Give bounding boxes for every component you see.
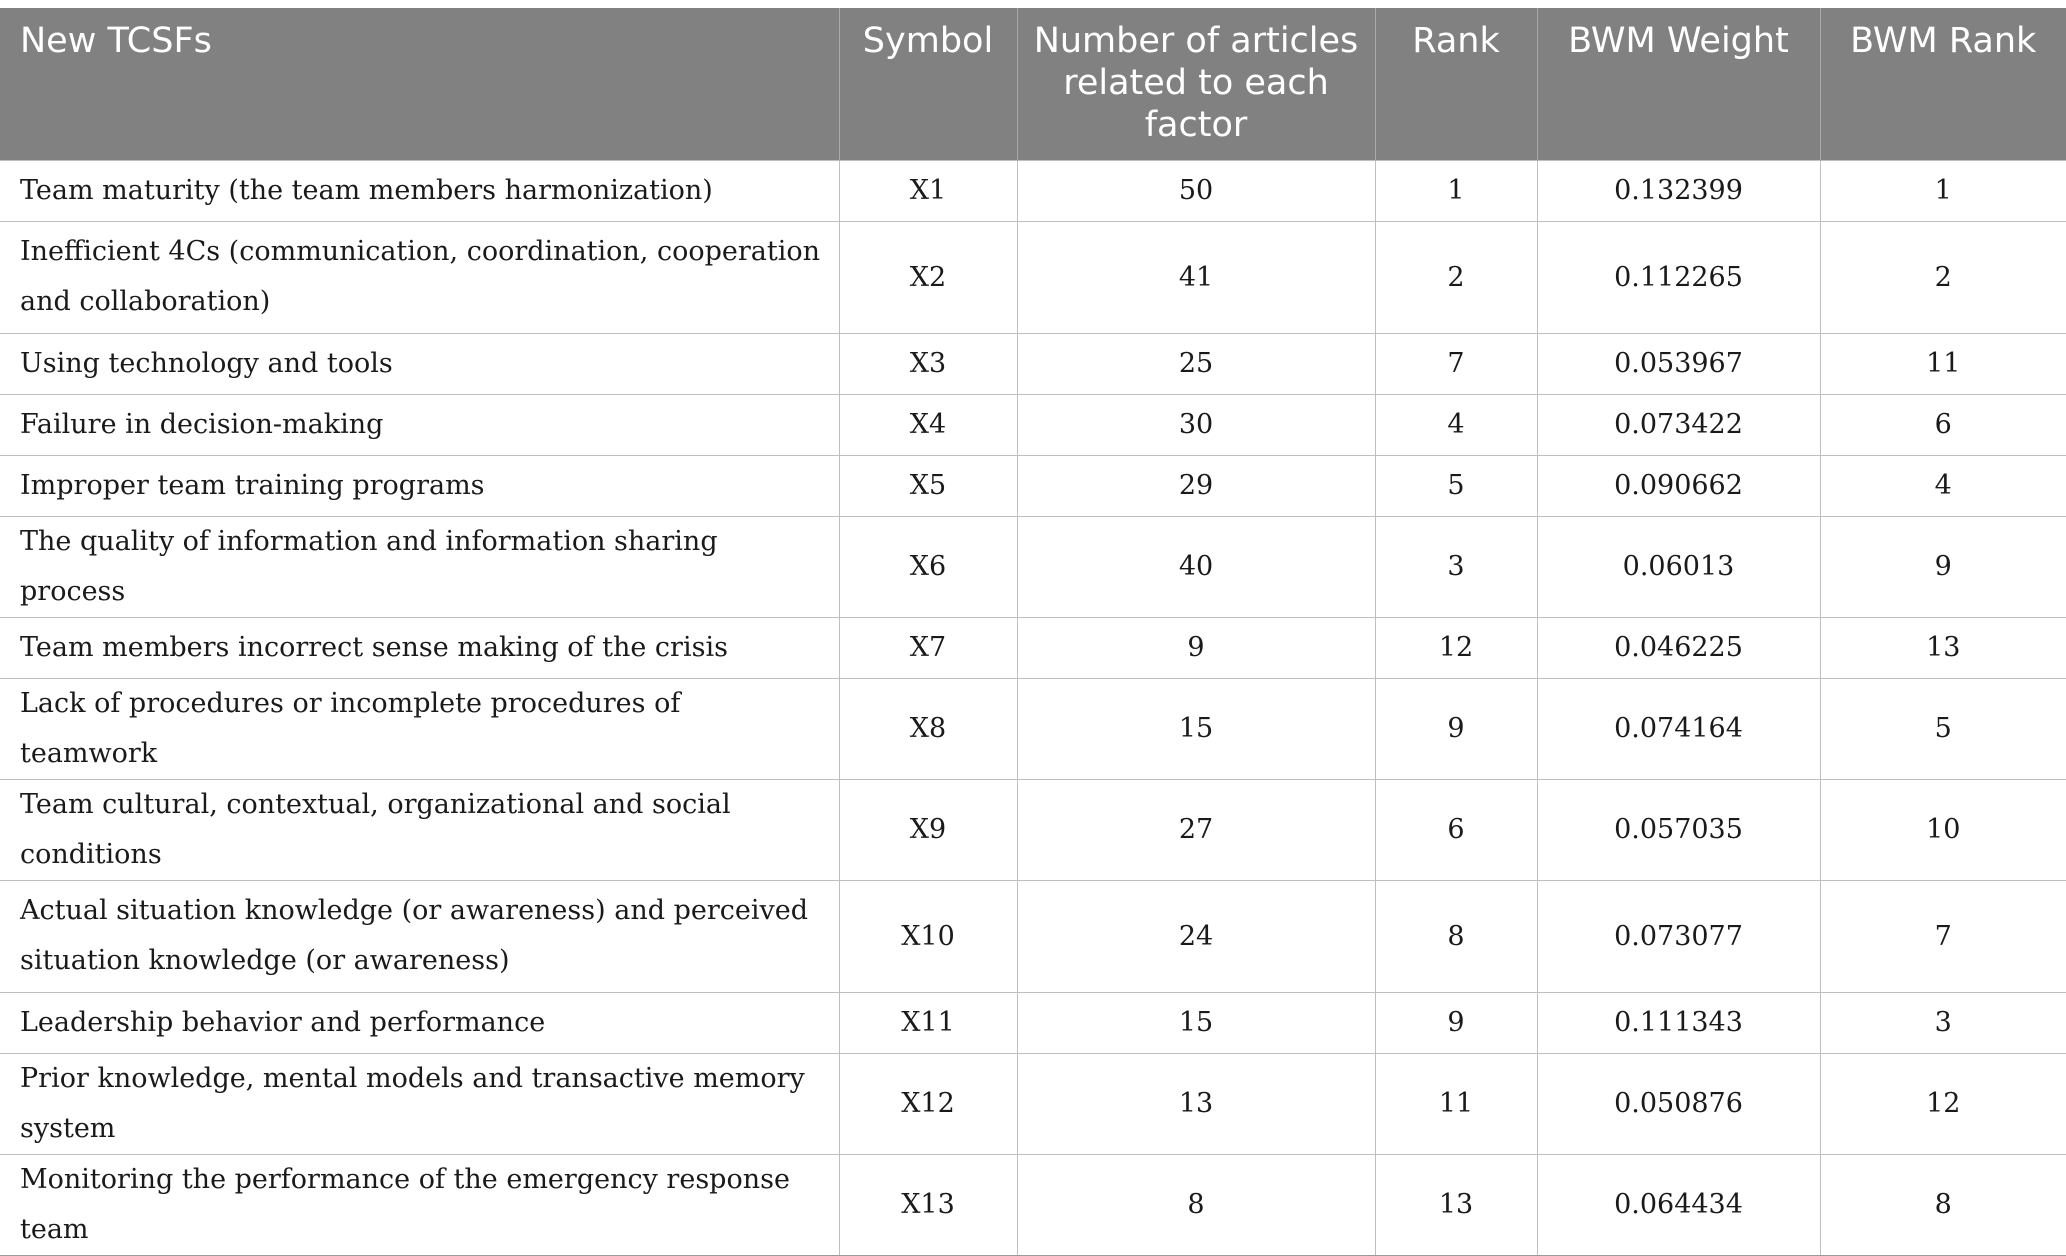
table-row	[0, 221, 2066, 333]
cell-bwm-rank: 10	[1820, 779, 2066, 880]
cell-bwm-rank: 11	[1820, 333, 2066, 394]
cell-articles: 8	[1017, 1154, 1375, 1255]
header-new-tcsfs: New TCSFs	[0, 8, 839, 160]
cell-articles: 29	[1017, 455, 1375, 516]
cell-symbol: X4	[839, 394, 1017, 455]
tcsf-table-container	[0, 8, 2066, 1256]
cell-factor: The quality of information and information sharing process	[0, 516, 839, 617]
cell-articles: 30	[1017, 394, 1375, 455]
cell-bwm-weight: 0.112265	[1537, 221, 1820, 333]
cell-rank: 9	[1375, 992, 1537, 1053]
table-row	[0, 333, 2066, 394]
cell-factor: Failure in decision-making	[0, 394, 839, 455]
table-row	[0, 779, 2066, 880]
header-rank: Rank	[1375, 8, 1537, 160]
cell-factor: Leadership behavior and performance	[0, 992, 839, 1053]
cell-bwm-rank: 4	[1820, 455, 2066, 516]
cell-rank: 8	[1375, 880, 1537, 992]
cell-rank: 6	[1375, 779, 1537, 880]
cell-symbol: X1	[839, 160, 1017, 221]
cell-bwm-weight: 0.06013	[1537, 516, 1820, 617]
cell-articles: 9	[1017, 617, 1375, 678]
table-row	[0, 678, 2066, 779]
table-row	[0, 516, 2066, 617]
cell-symbol: X5	[839, 455, 1017, 516]
cell-bwm-weight: 0.090662	[1537, 455, 1820, 516]
cell-bwm-rank: 12	[1820, 1053, 2066, 1154]
cell-bwm-weight: 0.073077	[1537, 880, 1820, 992]
cell-bwm-weight: 0.050876	[1537, 1053, 1820, 1154]
cell-factor: Prior knowledge, mental models and transactive memory system	[0, 1053, 839, 1154]
cell-symbol: X13	[839, 1154, 1017, 1255]
header-bwm-weight: BWM Weight	[1537, 8, 1820, 160]
cell-articles: 24	[1017, 880, 1375, 992]
cell-symbol: X10	[839, 880, 1017, 992]
cell-symbol: X2	[839, 221, 1017, 333]
cell-articles: 15	[1017, 992, 1375, 1053]
cell-articles: 50	[1017, 160, 1375, 221]
cell-rank: 5	[1375, 455, 1537, 516]
cell-symbol: X6	[839, 516, 1017, 617]
cell-rank: 4	[1375, 394, 1537, 455]
cell-bwm-rank: 7	[1820, 880, 2066, 992]
cell-rank: 11	[1375, 1053, 1537, 1154]
cell-factor: Actual situation knowledge (or awareness) and perceived situation knowledge (or awareness)	[0, 880, 839, 992]
cell-bwm-weight: 0.064434	[1537, 1154, 1820, 1255]
cell-factor: Monitoring the performance of the emergency response team	[0, 1154, 839, 1255]
header-number-of-articles: Number of articles related to each factor	[1017, 8, 1375, 160]
cell-bwm-rank: 2	[1820, 221, 2066, 333]
table-row	[0, 455, 2066, 516]
cell-bwm-weight: 0.057035	[1537, 779, 1820, 880]
cell-rank: 7	[1375, 333, 1537, 394]
table-header-row	[0, 8, 2066, 160]
cell-symbol: X11	[839, 992, 1017, 1053]
cell-rank: 1	[1375, 160, 1537, 221]
cell-factor: Using technology and tools	[0, 333, 839, 394]
table-row	[0, 1154, 2066, 1255]
cell-symbol: X7	[839, 617, 1017, 678]
cell-rank: 3	[1375, 516, 1537, 617]
cell-symbol: X12	[839, 1053, 1017, 1154]
cell-bwm-weight: 0.046225	[1537, 617, 1820, 678]
table-row	[0, 880, 2066, 992]
table-row	[0, 617, 2066, 678]
cell-factor: Team members incorrect sense making of the crisis	[0, 617, 839, 678]
cell-bwm-weight: 0.074164	[1537, 678, 1820, 779]
cell-bwm-rank: 3	[1820, 992, 2066, 1053]
cell-symbol: X9	[839, 779, 1017, 880]
header-bwm-rank: BWM Rank	[1820, 8, 2066, 160]
table-row	[0, 992, 2066, 1053]
tcsf-table	[0, 8, 2066, 1256]
cell-rank: 12	[1375, 617, 1537, 678]
cell-articles: 40	[1017, 516, 1375, 617]
cell-bwm-weight: 0.132399	[1537, 160, 1820, 221]
cell-symbol: X8	[839, 678, 1017, 779]
cell-bwm-rank: 8	[1820, 1154, 2066, 1255]
table-row	[0, 1053, 2066, 1154]
cell-factor: Team maturity (the team members harmonization)	[0, 160, 839, 221]
table-row	[0, 394, 2066, 455]
cell-bwm-rank: 5	[1820, 678, 2066, 779]
cell-rank: 2	[1375, 221, 1537, 333]
cell-bwm-weight: 0.111343	[1537, 992, 1820, 1053]
header-symbol: Symbol	[839, 8, 1017, 160]
cell-bwm-rank: 6	[1820, 394, 2066, 455]
cell-articles: 15	[1017, 678, 1375, 779]
cell-symbol: X3	[839, 333, 1017, 394]
cell-articles: 13	[1017, 1053, 1375, 1154]
cell-bwm-weight: 0.053967	[1537, 333, 1820, 394]
cell-factor: Improper team training programs	[0, 455, 839, 516]
cell-rank: 13	[1375, 1154, 1537, 1255]
cell-rank: 9	[1375, 678, 1537, 779]
cell-factor: Team cultural, contextual, organizational and social conditions	[0, 779, 839, 880]
cell-articles: 27	[1017, 779, 1375, 880]
cell-bwm-rank: 9	[1820, 516, 2066, 617]
cell-factor: Lack of procedures or incomplete procedures of teamwork	[0, 678, 839, 779]
cell-articles: 25	[1017, 333, 1375, 394]
cell-bwm-rank: 1	[1820, 160, 2066, 221]
table-row	[0, 160, 2066, 221]
cell-bwm-weight: 0.073422	[1537, 394, 1820, 455]
cell-bwm-rank: 13	[1820, 617, 2066, 678]
cell-factor: Inefficient 4Cs (communication, coordination, cooperation and collaboration)	[0, 221, 839, 333]
cell-articles: 41	[1017, 221, 1375, 333]
